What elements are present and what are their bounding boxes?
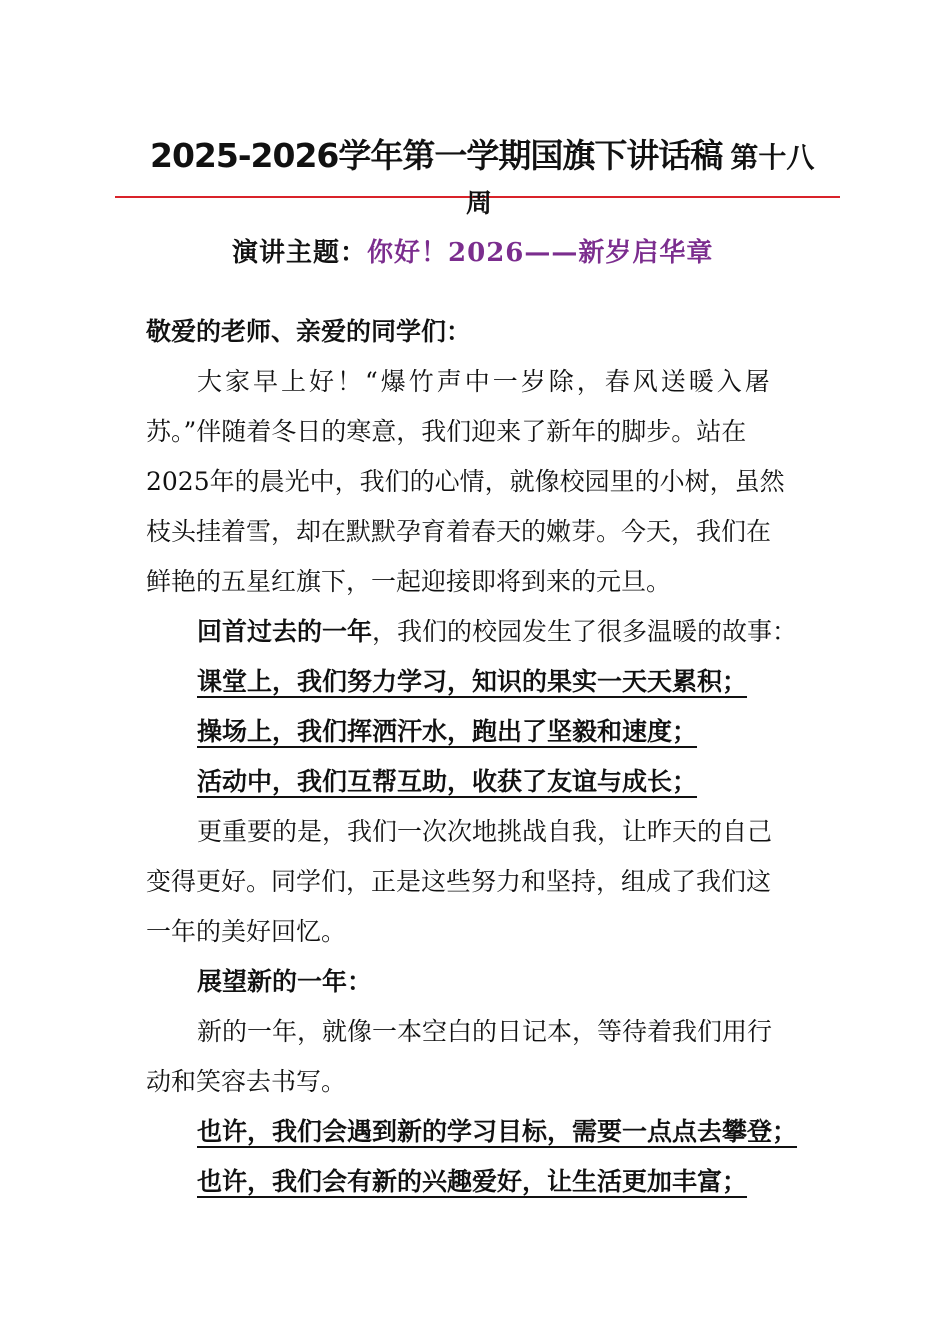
paragraph-line: 更重要的是，我们一次次地挑战自我，让昨天的自己 bbox=[197, 817, 773, 846]
title-suffix: 第十八 bbox=[730, 141, 815, 174]
paragraph-line: 变得更好。同学们，正是这些努力和坚持，组成了我们这 bbox=[146, 867, 772, 896]
list-item: 课堂上，我们努力学习，知识的果实一天天累积； bbox=[197, 667, 748, 696]
paragraph-line bbox=[197, 612, 857, 648]
title-main: 2025-2026学年第一学期国旗下讲话稿 bbox=[150, 136, 723, 175]
topic-text: 你好！2026——新岁启华章 bbox=[367, 238, 714, 268]
paragraph-line: 一年的美好回忆。 bbox=[146, 917, 347, 946]
list-item: 活动中，我们互帮互助，收获了友谊与成长； bbox=[197, 767, 698, 796]
paragraph-line: 新的一年，就像一本空白的日记本，等待着我们用行 bbox=[197, 1017, 773, 1046]
paragraph-line: 大家早上好！“爆竹声中一岁除，春风送暖入屠 bbox=[197, 367, 773, 396]
document-title bbox=[150, 130, 850, 177]
topic-label: 演讲主题： bbox=[232, 238, 368, 268]
paragraph-line: 苏。”伴随着冬日的寒意，我们迎来了新年的脚步。站在 bbox=[146, 417, 747, 446]
section-heading: 展望新的一年： bbox=[197, 967, 373, 996]
paragraph-line: 枝头挂着雪，却在默默孕育着春天的嫩芽。今天，我们在 bbox=[146, 517, 772, 546]
speech-topic bbox=[232, 232, 713, 269]
list-item: 也许，我们会有新的兴趣爱好，让生活更加丰富； bbox=[197, 1167, 748, 1196]
list-item: 操场上，我们挥洒汗水，跑出了坚毅和速度； bbox=[197, 717, 698, 746]
list-item: 也许，我们会遇到新的学习目标，需要一点点去攀登； bbox=[197, 1117, 798, 1146]
paragraph-line: 鲜艳的五星红旗下，一起迎接即将到来的元旦。 bbox=[146, 567, 672, 596]
title-wrap-line: 周 bbox=[466, 189, 493, 219]
lead-phrase: 回首过去的一年 bbox=[197, 617, 373, 646]
paragraph-text: ，我们的校园发生了很多温暖的故事： bbox=[372, 617, 798, 646]
greeting: 敬爱的老师、亲爱的同学们： bbox=[146, 317, 472, 346]
paragraph-line: 动和笑容去书写。 bbox=[146, 1067, 347, 1096]
paragraph-line: 2025年的晨光中，我们的心情，就像校园里的小树，虽然 bbox=[146, 467, 785, 496]
